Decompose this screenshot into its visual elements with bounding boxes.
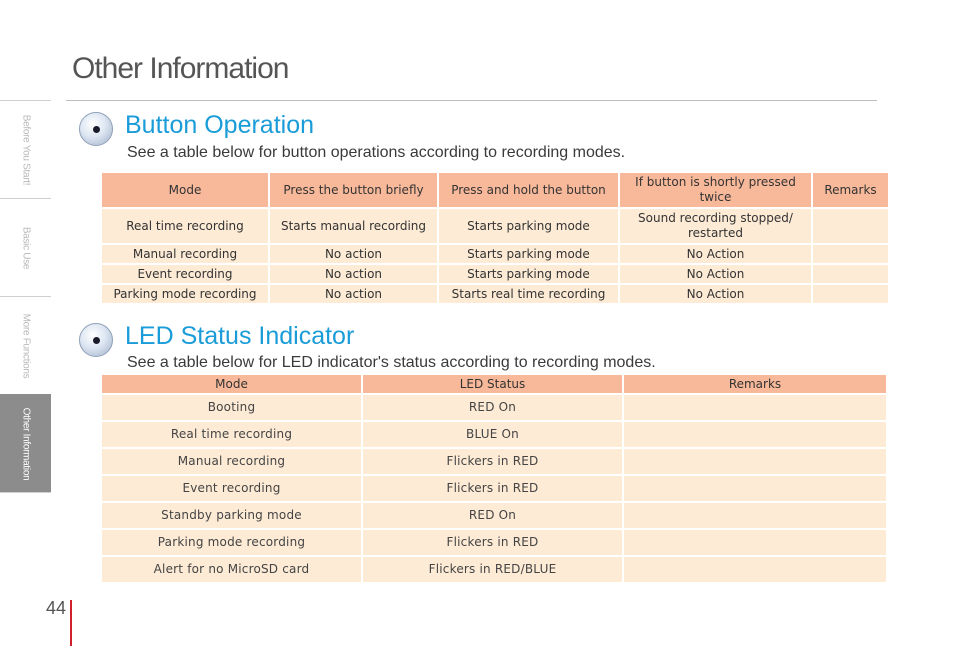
section-title-button-operation: Button Operation: [125, 111, 315, 139]
column-header: Mode: [101, 374, 362, 394]
side-tab-label: Basic Use: [20, 226, 31, 269]
page-number-bar: [70, 600, 72, 646]
section-description-button-operation: See a table below for button operations according to recording modes.: [127, 144, 626, 161]
table-cell: Manual recording: [101, 448, 362, 475]
table-row: [101, 244, 889, 264]
table-cell: [623, 421, 887, 448]
table-cell: [623, 448, 887, 475]
table-cell: Starts parking mode: [438, 208, 619, 244]
table-cell: [623, 502, 887, 529]
table-row: [101, 394, 887, 421]
table-cell: Flickers in RED/BLUE: [362, 556, 623, 583]
table-cell: [623, 394, 887, 421]
table-cell: Event recording: [101, 475, 362, 502]
side-tab-label: More Functions: [20, 313, 31, 378]
table-cell: Manual recording: [101, 244, 269, 264]
table-cell: Starts manual recording: [269, 208, 438, 244]
table-cell: Alert for no MicroSD card: [101, 556, 362, 583]
table-cell: Real time recording: [101, 208, 269, 244]
table-cell: BLUE On: [362, 421, 623, 448]
table-row: [101, 421, 887, 448]
table-cell: Event recording: [101, 264, 269, 284]
table-row: [101, 502, 887, 529]
table-cell: [623, 475, 887, 502]
column-header: Press and hold the button: [438, 172, 619, 208]
table-cell: RED On: [362, 502, 623, 529]
table-cell: No action: [269, 244, 438, 264]
table-row: [101, 556, 887, 583]
side-navigation: [0, 100, 51, 493]
table-cell: Standby parking mode: [101, 502, 362, 529]
column-header: If button is shortly pressed twice: [619, 172, 812, 208]
column-header: Remarks: [623, 374, 887, 394]
page-title: Other Information: [72, 52, 289, 85]
table-cell: [623, 529, 887, 556]
table-header-row: [101, 374, 887, 394]
side-tab-before-you-start[interactable]: [0, 100, 51, 198]
table-cell: [812, 284, 889, 304]
side-tab-divider: [0, 492, 51, 493]
table-cell: RED On: [362, 394, 623, 421]
table-cell: No Action: [619, 244, 812, 264]
table-cell: Real time recording: [101, 421, 362, 448]
table-cell: [812, 244, 889, 264]
table-row: [101, 208, 889, 244]
table-cell: No Action: [619, 264, 812, 284]
table-cell: Parking mode recording: [101, 529, 362, 556]
table-header-row: [101, 172, 889, 208]
side-tab-label: Other Information: [20, 407, 31, 480]
table-cell: Sound recording stopped/ restarted: [619, 208, 812, 244]
table-row: [101, 475, 887, 502]
table-cell: [812, 264, 889, 284]
table-cell: Parking mode recording: [101, 284, 269, 304]
table-cell: Starts real time recording: [438, 284, 619, 304]
section-bullet-icon: [79, 112, 113, 146]
page-number: 44: [46, 598, 67, 618]
button-operation-table: [100, 171, 890, 305]
table-cell: [623, 556, 887, 583]
table-row: [101, 448, 887, 475]
side-tab-label: Before You Start!: [20, 114, 31, 185]
side-tab-other-information[interactable]: [0, 394, 51, 492]
table-cell: Starts parking mode: [438, 244, 619, 264]
section-title-led-status: LED Status Indicator: [125, 322, 355, 350]
side-tab-more-functions[interactable]: [0, 296, 51, 394]
table-row: [101, 284, 889, 304]
table-cell: Booting: [101, 394, 362, 421]
table-cell: Flickers in RED: [362, 475, 623, 502]
table-cell: Starts parking mode: [438, 264, 619, 284]
column-header: Remarks: [812, 172, 889, 208]
table-cell: No action: [269, 264, 438, 284]
column-header: LED Status: [362, 374, 623, 394]
section-bullet-icon: [79, 323, 113, 357]
title-divider: [66, 100, 877, 101]
table-cell: No action: [269, 284, 438, 304]
column-header: Mode: [101, 172, 269, 208]
side-tab-basic-use[interactable]: [0, 198, 51, 296]
column-header: Press the button briefly: [269, 172, 438, 208]
table-cell: No Action: [619, 284, 812, 304]
table-row: [101, 529, 887, 556]
table-row: [101, 264, 889, 284]
table-cell: [812, 208, 889, 244]
table-cell: Flickers in RED: [362, 448, 623, 475]
table-cell: Flickers in RED: [362, 529, 623, 556]
section-description-led-status: See a table below for LED indicator's status according to recording modes.: [127, 354, 656, 371]
led-status-table: [100, 373, 888, 584]
